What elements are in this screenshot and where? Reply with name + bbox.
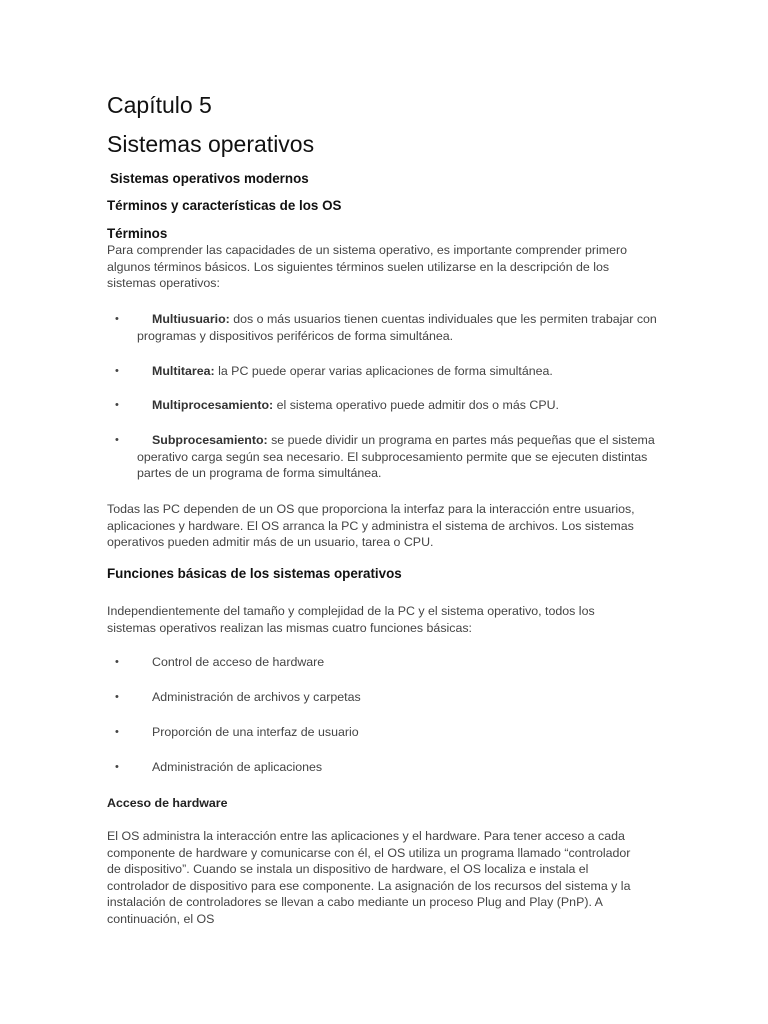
term-label: Multitarea:	[152, 364, 215, 378]
terms-intro-paragraph: Para comprender las capacidades de un sistema operativo, es importante comprender primero algunos términos básicos. Los siguientes términos suelen utilizarse en la descripción de los sistemas operativos:	[107, 243, 627, 291]
subheading-hardware-access: Acceso de hardware	[107, 796, 228, 810]
function-label: Control de acceso de hardware	[152, 655, 325, 669]
chapter-heading: Capítulo 5	[107, 92, 212, 118]
term-description: se puede dividir un programa en partes más pequeñas que el sistema operativo carga según sea necesario. El subprocesamiento permite que se ejecuten distintas partes de un programa de forma simultánea.	[137, 433, 655, 481]
bullet-icon: •	[115, 656, 119, 668]
subheading-terms: Términos	[107, 226, 168, 241]
bullet-icon: •	[115, 726, 119, 738]
bullet-icon: •	[115, 365, 119, 377]
bullet-icon: •	[115, 399, 119, 411]
term-label: Multiprocesamiento:	[152, 398, 274, 412]
function-label: Administración de aplicaciones	[152, 760, 323, 774]
bullet-icon: •	[115, 313, 119, 325]
function-label: Proporción de una interfaz de usuario	[152, 725, 359, 739]
hardware-access-paragraph: El OS administra la interacción entre las aplicaciones y el hardware. Para tener acceso a cada componente de hardware y comunicarse con él, el OS utiliza un programa llamado “controlador de dispositivo”. Cuando se instala un dispositivo de hardware, el OS localiza e instala el controlador de dispositivo para ese componente. La asignación de los recursos del sistema y la instalación de controladores se llevan a cabo mediante un proceso Plug and Play (PnP). A continuación, el OS	[107, 829, 631, 926]
term-description: dos o más usuarios tienen cuentas individuales que les permiten trabajar con programas y dispositivos periféricos de forma simultánea.	[137, 312, 657, 343]
bullet-icon: •	[115, 761, 119, 773]
functions-intro-paragraph: Independientemente del tamaño y complejidad de la PC y el sistema operativo, todos los sistemas operativos realizan las mismas cuatro funciones básicas:	[107, 604, 595, 635]
term-label: Subprocesamiento:	[152, 433, 268, 447]
section-heading-modern: Sistemas operativos modernos	[110, 171, 309, 186]
bullet-icon: •	[115, 434, 119, 446]
term-description: el sistema operativo puede admitir dos o más CPU.	[273, 398, 559, 412]
section-heading-terms: Términos y características de los OS	[107, 198, 342, 213]
function-label: Administración de archivos y carpetas	[152, 690, 361, 704]
terms-summary-paragraph: Todas las PC dependen de un OS que proporciona la interfaz para la interacción entre usuarios, aplicaciones y hardware. El OS arranca la PC y administra el sistema de archivos. Los sistemas operativos pueden admitir más de un usuario, tarea o CPU.	[107, 502, 635, 550]
section-heading-functions: Funciones básicas de los sistemas operativos	[107, 566, 402, 581]
document-title: Sistemas operativos	[107, 131, 315, 157]
term-description: la PC puede operar varias aplicaciones de forma simultánea.	[214, 364, 553, 378]
bullet-icon: •	[115, 691, 119, 703]
term-label: Multiusuario:	[152, 312, 230, 326]
